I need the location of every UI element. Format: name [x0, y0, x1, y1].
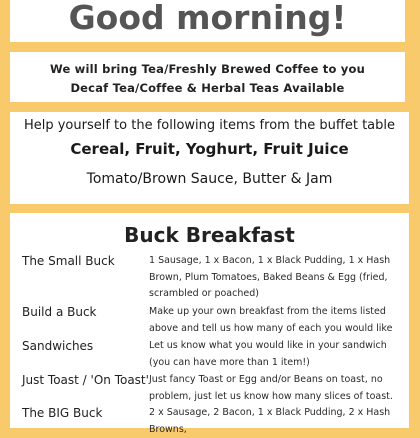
buffet-items-line: Cereal, Fruit, Yoghurt, Fruit Juice — [70, 140, 349, 158]
menu-item-desc: 2 x Sausage, 2 Bacon, 1 x Black Pudding, 2 x Hash Browns, — [149, 407, 391, 435]
page-title: Good morning! — [68, 0, 347, 37]
buffet-panel — [10, 112, 409, 204]
menu-panel — [10, 213, 409, 435]
drinks-line-2: Decaf Tea/Coffee & Herbal Teas Available — [70, 81, 345, 95]
condiments-line: Tomato/Brown Sauce, Butter & Jam — [86, 171, 333, 187]
drinks-line-1: We will bring Tea/Freshly Brewed Coffee to you — [50, 62, 365, 76]
menu-item-desc: Let us know what you would like in your sandwich (you can have more than 1 item!) — [149, 340, 387, 368]
menu-item-desc: Just fancy Toast or Egg and/or Beans on toast, no problem, just let us know how many slices of toast. — [149, 374, 393, 402]
menu-item-name: Sandwiches — [22, 339, 94, 353]
buffet-intro: Help yourself to the following items from the buffet table — [23, 118, 396, 133]
menu-item-desc: 1 Sausage, 1 x Bacon, 1 x Black Pudding, 1 x Hash Brown, Plum Tomatoes, Baked Beans & Egg (fried, scrambled or poached) — [149, 255, 391, 299]
menu-item-name: The BIG Buck — [22, 406, 103, 420]
menu-item-name: The Small Buck — [22, 254, 115, 268]
drinks-info-panel — [10, 52, 405, 102]
menu-item-name: Build a Buck — [22, 305, 97, 319]
menu-title: Buck Breakfast — [124, 223, 295, 247]
title-panel — [10, 0, 405, 42]
menu-item-name: Just Toast / 'On Toast' — [22, 373, 149, 387]
menu-item-desc: Make up your own breakfast from the items listed above and tell us how many of each you would like — [149, 306, 393, 334]
